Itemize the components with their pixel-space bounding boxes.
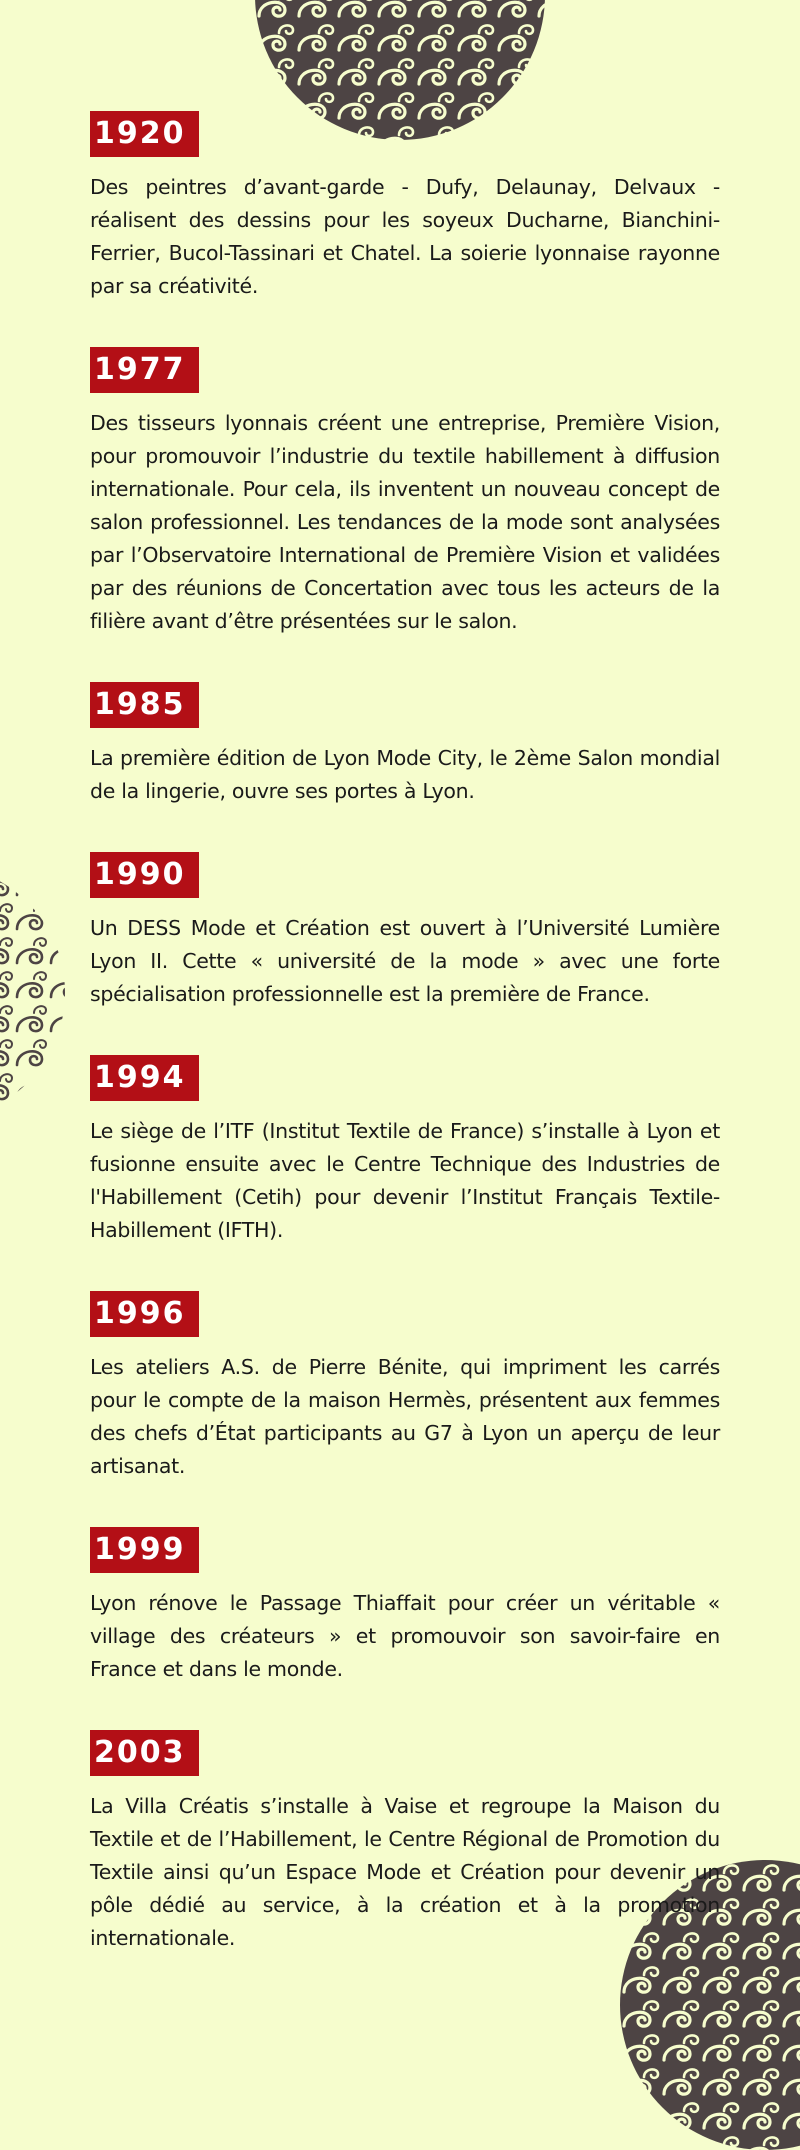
swirl-pattern-icon xyxy=(0,865,65,1120)
year-badge: 1977 xyxy=(90,347,199,393)
year-badge: 1990 xyxy=(90,852,199,898)
entry-description: Des peintres d’avant-garde - Dufy, Delaunay, Delvaux - réalisent des dessins pour les soyeux Ducharne, Bianchini-Ferrier, Bucol-Tassinari et Chatel. La soierie lyonnaise rayonne par sa créativité. xyxy=(90,175,720,298)
timeline-entry-1920 xyxy=(90,111,720,303)
entry-description: Le siège de l’ITF (Institut Textile de France) s’installe à Lyon et fusionne ensuite avec le Centre Technique des Industries de l'Habillement (Cetih) pour devenir l’Institut Français Textile-Habillement (IFTH). xyxy=(90,1119,720,1242)
timeline-entry-1977 xyxy=(90,347,720,638)
year-badge: 2003 xyxy=(90,1730,199,1776)
timeline-entry-1996 xyxy=(90,1291,720,1483)
entry-description: La Villa Créatis s’installe à Vaise et regroupe la Maison du Textile et de l’Habillement, le Centre Régional de Promotion du Textile ainsi qu’un Espace Mode et Création pour devenir un pôle dédié au service, à la création et à la promotion internationale. xyxy=(90,1794,720,1950)
entry-description: Des tisseurs lyonnais créent une entreprise, Première Vision, pour promouvoir l’industrie du textile habillement à diffusion internationale. Pour cela, ils inventent un nouveau concept de salon professionnel. Les tendances de la mode sont analysées par l’Observatoire International de Première Vision et validées par des réunions de Concertation avec tous les acteurs de la filière avant d’être présentées sur le salon. xyxy=(90,411,720,633)
swirl-pattern-left-decoration xyxy=(0,865,65,1120)
timeline-entry-1999 xyxy=(90,1527,720,1686)
year-badge: 1994 xyxy=(90,1055,199,1101)
timeline-entry-1990 xyxy=(90,852,720,1011)
timeline-entry-1985 xyxy=(90,682,720,808)
entry-description: La première édition de Lyon Mode City, le 2ème Salon mondial de la lingerie, ouvre ses portes à Lyon. xyxy=(90,746,720,803)
entry-description: Un DESS Mode et Création est ouvert à l’Université Lumière Lyon II. Cette « université de la mode » avec une forte spécialisation professionnelle est la première de France. xyxy=(90,916,720,1006)
timeline-entry-1994 xyxy=(90,1055,720,1247)
year-badge: 1920 xyxy=(90,111,199,157)
year-badge: 1999 xyxy=(90,1527,199,1573)
entry-description: Les ateliers A.S. de Pierre Bénite, qui impriment les carrés pour le compte de la maison Hermès, présentent aux femmes des chefs d’État participants au G7 à Lyon un aperçu de leur artisanat. xyxy=(90,1355,720,1478)
timeline-entry-2003 xyxy=(90,1730,720,1955)
year-badge: 1996 xyxy=(90,1291,199,1337)
year-badge: 1985 xyxy=(90,682,199,728)
entry-description: Lyon rénove le Passage Thiaffait pour créer un véritable « village des créateurs » et promouvoir son savoir-faire en France et dans le monde. xyxy=(90,1591,720,1681)
timeline xyxy=(90,111,720,1999)
